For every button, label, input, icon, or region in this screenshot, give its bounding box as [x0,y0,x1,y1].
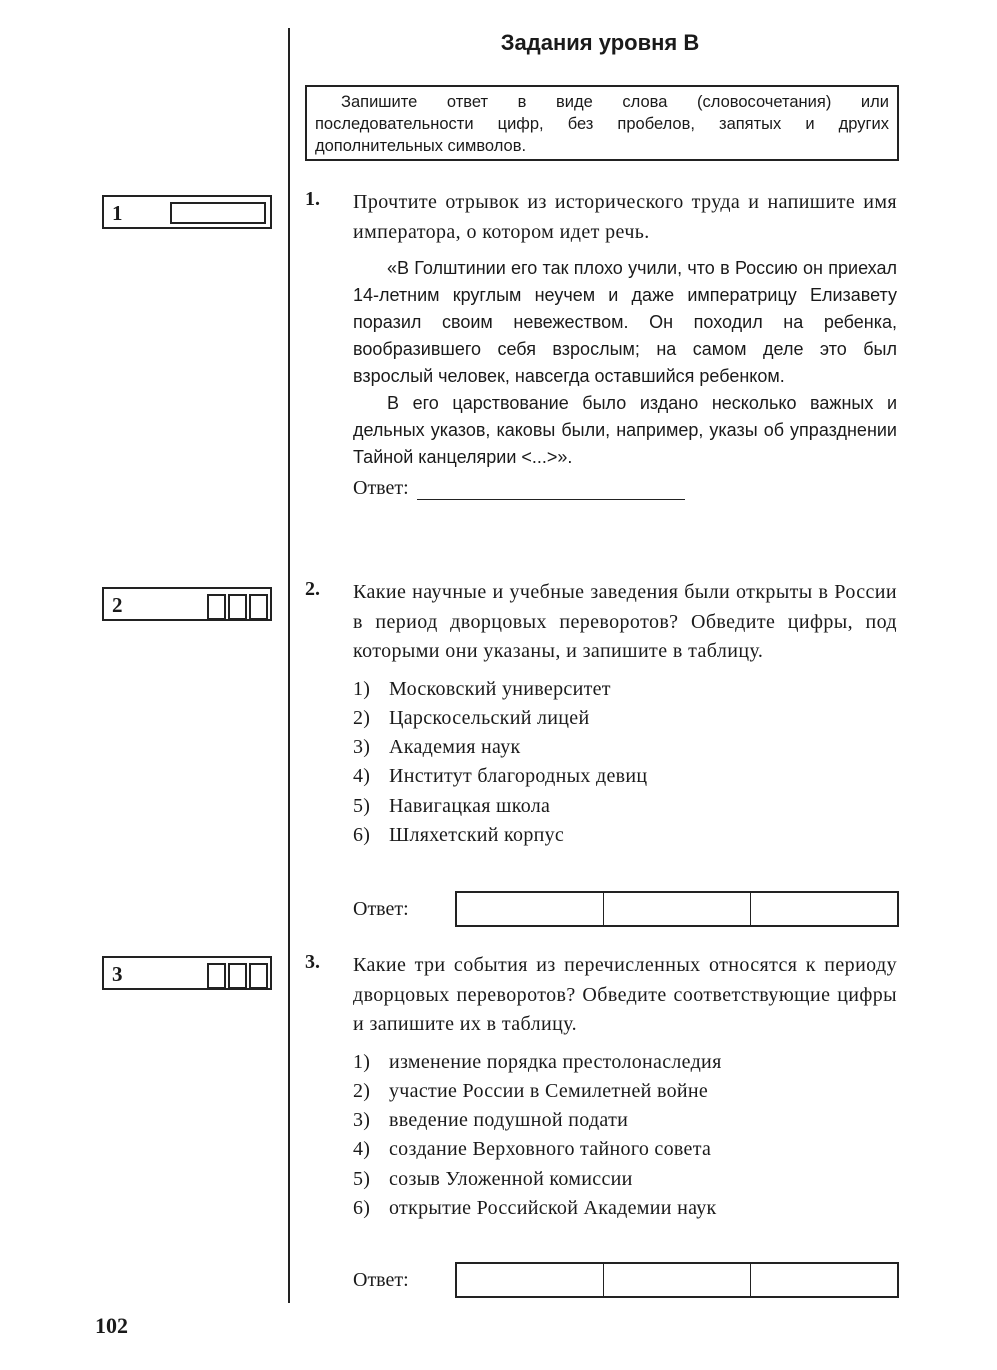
question-text: Какие научные и учебные заведения были открыты в России в период дворцовых переворотов? Обведите цифры, под которыми они указаны, и запишите в таблицу. [353,581,897,662]
margin-answer-cell[interactable] [249,963,268,989]
instruction-box: Запишите ответ в виде слова (словосочетания) или последовательности цифр, без пробелов, запятых и других дополнительных символов. [305,85,899,161]
margin-answer-field[interactable] [170,202,266,224]
quote-paragraph: «В Голштинии его так плохо учили, что в Россию он приехал 14-летним круглым неучем и даже императрицу Елизавету поразил своим невежеством. Он походил на ребенка, вообразившего себя взрослым; на самом деле это был взрослый человек, навсегда оставшийся ребенком. [353,258,897,386]
quote-paragraph: В его царствование было издано несколько важных и дельных указов, каковы были, например, указы об упразднении Тайной канцелярии <...>». [353,393,897,467]
margin-answer-cell[interactable] [249,594,268,620]
answer-cell[interactable] [751,893,897,925]
option-item: 6) открытие Российской Академии наук [353,1196,717,1219]
options-list [353,675,897,851]
margin-answer-box-2 [102,587,272,621]
option-item: 1) изменение порядка престолонаследия [353,1050,722,1073]
margin-answer-cell[interactable] [207,963,226,989]
answer-cell[interactable] [751,1264,897,1296]
answer-cell[interactable] [457,1264,604,1296]
answer-label: Ответ: [353,477,409,499]
option-item: 4) создание Верховного тайного совета [353,1138,712,1161]
margin-answer-cell[interactable] [207,594,226,620]
margin-box-number: 3 [112,962,123,986]
page-number: 102 [95,1313,128,1338]
margin-answer-box-3 [102,956,272,990]
option-item: 3) Академия наук [353,736,521,759]
margin-box-number: 2 [112,593,123,617]
answer-row [353,477,897,500]
option-item: 5) созыв Уложенной комиссии [353,1167,633,1190]
answer-table [455,1262,899,1298]
option-item: 4) Институт благородных девиц [353,765,648,788]
question-number: 3. [305,951,320,973]
option-item: 1) Московский университет [353,677,611,700]
answer-cell[interactable] [457,893,604,925]
question-text: Прочтите отрывок из исторического труда и напишите имя императора, о котором идет речь. [353,191,897,243]
option-item: 5) Навигацкая школа [353,794,551,817]
option-item: 2) участие России в Семилетней войне [353,1079,709,1102]
answer-line-field[interactable] [417,481,685,500]
answer-label: Ответ: [353,897,409,920]
option-item: 3) введение подушной подати [353,1109,629,1132]
margin-divider [288,28,290,1303]
question-number: 2. [305,578,320,600]
section-title: Задания уровня В [500,30,700,55]
answer-row-2 [353,891,899,927]
answer-table [455,891,899,927]
margin-answer-box-1 [102,195,272,229]
answer-cell[interactable] [604,1264,751,1296]
margin-box-number: 1 [112,201,123,225]
options-list [353,1048,897,1224]
question-3 [305,951,897,1223]
question-2 [305,578,897,850]
answer-label: Ответ: [353,1268,409,1291]
historical-quote [353,255,897,471]
question-number: 1. [305,188,320,210]
margin-answer-cell[interactable] [228,963,247,989]
option-item: 2) Царскосельский лицей [353,706,590,729]
option-item: 6) Шляхетский корпус [353,823,565,846]
question-text: Какие три события из перечисленных относятся к периоду дворцовых переворотов? Обведите соответствующие цифры и запишите их в таблицу. [353,954,897,1035]
question-1 [305,188,897,500]
margin-answer-cell[interactable] [228,594,247,620]
answer-row-3 [353,1262,899,1298]
answer-cell[interactable] [604,893,751,925]
